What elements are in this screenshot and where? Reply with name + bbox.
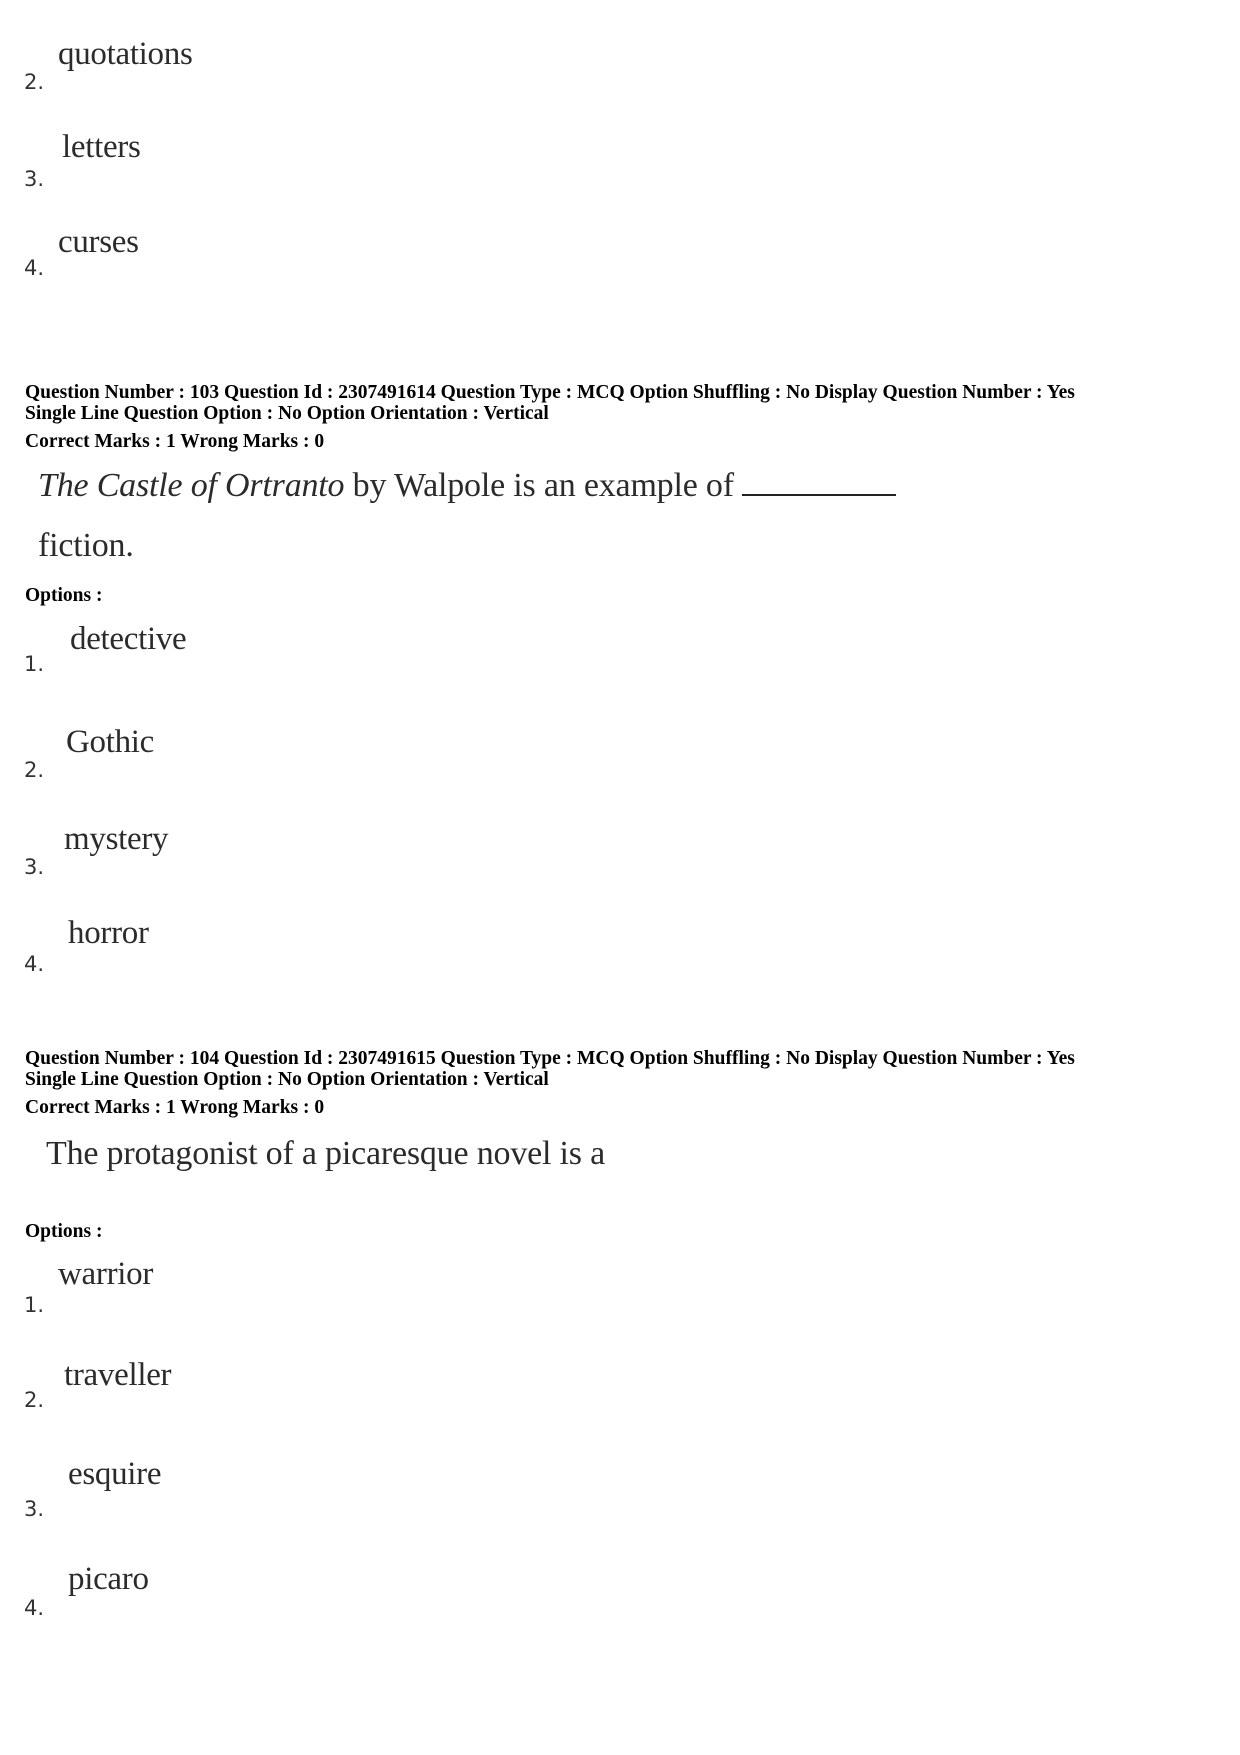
prev-option-2-text: quotations xyxy=(58,36,193,72)
q103-option-1-text: detective xyxy=(70,621,187,657)
q104-question: The protagonist of a picaresque novel is a xyxy=(46,1135,606,1172)
q103-option-4-text: horror xyxy=(68,915,149,951)
q103-option-1-number: 1. xyxy=(24,652,45,676)
q103-question-rest: by Walpole is an example of xyxy=(344,467,734,504)
q103-question-line2: fiction. xyxy=(38,527,134,564)
q103-meta-line1: Question Number : 103 Question Id : 2307491614 Question Type : MCQ Option Shuffling : No Display Question Number : Yes xyxy=(25,382,1075,403)
q103-question-title: The Castle of Ortranto xyxy=(38,467,345,504)
q103-options-label: Options : xyxy=(25,585,103,606)
q103-option-3-text: mystery xyxy=(64,821,169,857)
q104-meta-line2: Single Line Question Option : No Option Orientation : Vertical xyxy=(25,1069,549,1090)
q104-meta-line1: Question Number : 104 Question Id : 2307491615 Question Type : MCQ Option Shuffling : No Display Question Number : Yes xyxy=(25,1048,1075,1069)
prev-option-3-text: letters xyxy=(62,129,141,165)
prev-option-2-number: 2. xyxy=(24,70,45,94)
q103-meta-line2: Single Line Question Option : No Option Orientation : Vertical xyxy=(25,403,549,424)
q103-question-line1 xyxy=(38,466,896,505)
prev-option-3-number: 3. xyxy=(24,167,45,191)
q103-option-2-text: Gothic xyxy=(66,724,155,760)
q103-answer-blank xyxy=(742,466,896,496)
q104-option-3-text: esquire xyxy=(68,1456,162,1492)
q104-option-1-number: 1. xyxy=(24,1293,45,1317)
q104-marks: Correct Marks : 1 Wrong Marks : 0 xyxy=(25,1097,325,1118)
prev-option-4-text: curses xyxy=(58,224,139,260)
q104-options-label: Options : xyxy=(25,1221,103,1242)
q103-option-4-number: 4. xyxy=(24,952,45,976)
q104-option-3-number: 3. xyxy=(24,1497,45,1521)
q104-option-2-text: traveller xyxy=(64,1357,172,1393)
q104-option-2-number: 2. xyxy=(24,1388,45,1412)
q104-option-4-text: picaro xyxy=(68,1561,149,1597)
q104-option-1-text: warrior xyxy=(58,1256,154,1292)
q104-option-4-number: 4. xyxy=(24,1596,45,1620)
q103-marks: Correct Marks : 1 Wrong Marks : 0 xyxy=(25,431,325,452)
prev-option-4-number: 4. xyxy=(24,256,45,280)
q103-option-3-number: 3. xyxy=(24,855,45,879)
q103-option-2-number: 2. xyxy=(24,758,45,782)
